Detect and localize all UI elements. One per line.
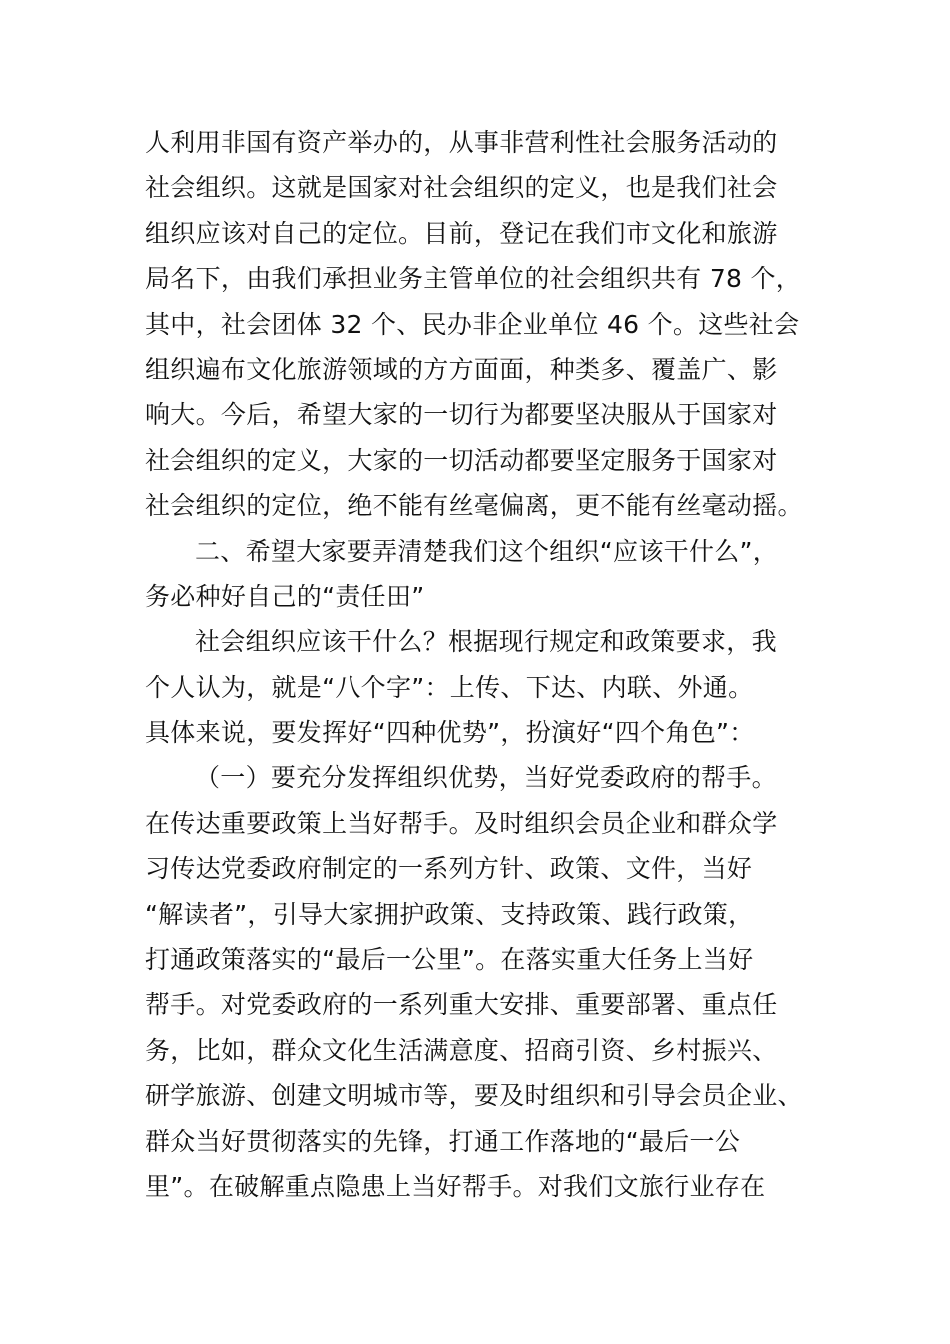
text-line: 社会组织的定义，大家的一切活动都要坚定服务于国家对 [145,445,778,475]
text-line: 务必种好自己的“责任田” [145,581,425,611]
text-line: 群众当好贯彻落实的先锋，打通工作落地的“最后一公 [145,1126,741,1156]
text-line: 社会组织。这就是国家对社会组织的定义，也是我们社会 [145,173,778,203]
text-line: 其中，社会团体 32 个、民办非企业单位 46 个。这些社会 [145,309,800,339]
text-line: 社会组织的定位，绝不能有丝毫偏离，更不能有丝毫动摇。 [145,491,803,521]
text-line: 在传达重要政策上当好帮手。及时组织会员企业和群众学 [145,808,778,838]
text-line: 组织遍布文化旅游领域的方方面面，种类多、覆盖广、影 [145,354,778,384]
text-line: 个人认为，就是“八个字”：上传、下达、内联、外通。 [145,672,754,702]
text-line: 组织应该对自己的定位。目前，登记在我们市文化和旅游 [145,218,778,248]
text-line: 习传达党委政府制定的一系列方针、政策、文件，当好 [145,854,753,884]
text-line: 帮手。对党委政府的一系列重大安排、重要部署、重点任 [145,990,778,1020]
document-body [145,120,815,1209]
text-line: 局名下，由我们承担业务主管单位的社会组织共有 78 个， [145,264,802,294]
text-line: 人利用非国有资产举办的，从事非营利性社会服务活动的 [145,128,778,157]
text-line: 里”。在破解重点隐患上当好帮手。对我们文旅行业存在 [145,1171,766,1201]
text-line: 打通政策落实的“最后一公里”。在落实重大任务上当好 [145,945,754,975]
text-line: 响大。今后，希望大家的一切行为都要坚决服从于国家对 [145,400,778,430]
text-line: “解读者”，引导大家拥护政策、支持政策、践行政策， [145,899,754,929]
text-line: 务，比如，群众文化生活满意度、招商引资、乡村振兴、 [145,1035,778,1065]
text-line: （一）要充分发挥组织优势，当好党委政府的帮手。 [195,763,777,793]
text-line: 具体来说，要发挥好“四种优势”，扮演好“四个角色”： [145,718,755,748]
text-line: 二、希望大家要弄清楚我们这个组织“应该干什么”， [195,536,779,566]
text-line: 研学旅游、创建文明城市等，要及时组织和引导会员企业、 [145,1081,803,1111]
text-line: 社会组织应该干什么？根据现行规定和政策要求，我 [195,627,777,657]
